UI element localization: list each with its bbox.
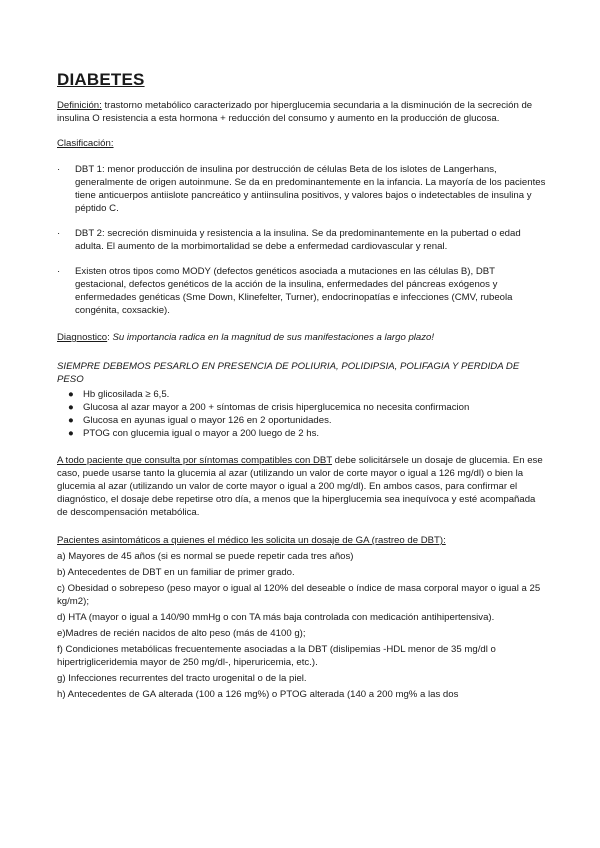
diagnostic-criteria-list <box>57 388 547 440</box>
symptomatic-paragraph: A todo paciente que consulta por síntomas compatibles con DBT debe solicitársele un dosaje de glucemia. En ese caso, puede usarse tanto la glucemia al azar (utilizando un valor de corte mayor o igual a 126 mg/dl) o bien la glucemia al azar (utilizando un valor de corte mayor o igual a 200 mg/dl). En ambos casos, para confirmar el diagnóstico, el dosaje debe repetirse otro día, a menos que la hiperglucemia sea inequívoca y esté acompañada de descompensación metabólica. <box>57 455 543 518</box>
list-item: b) Antecedentes de DBT en un familiar de primer grado. <box>57 567 295 578</box>
siempre-note: SIEMPRE DEBEMOS PESARLO EN PRESENCIA DE POLIURIA, POLIDIPSIA, POLIFAGIA Y PERDIDA DE PESO <box>57 361 520 385</box>
diagnosis-line: Diagnostico: Su importancia radica en la magnitud de sus manifestaciones a largo plazo! <box>57 332 435 343</box>
page-title: DIABETES <box>57 70 145 89</box>
bullet-dot: · <box>57 266 61 277</box>
definition-text: trastorno metabólico caracterizado por hiperglucemia secundaria a la disminución de la secreción de insulina O resistencia a esta hormona + reducción del consumo y aumento en la producción de glucosa. <box>57 100 533 124</box>
bullet-dot: · <box>57 164 61 175</box>
classification-label: Clasificación: <box>57 138 114 149</box>
list-item: g) Infecciones recurrentes del tracto urogenital o de la piel. <box>57 673 307 684</box>
diagnosis-text: Su importancia radica en la magnitud de sus manifestaciones a largo plazo! <box>112 332 435 343</box>
list-item: ● Glucosa en ayunas igual o mayor 126 en 2 oportunidades. <box>68 415 332 426</box>
asymptomatic-label: Pacientes asintomáticos a quienes el médico les solicita un dosaje de GA (rastreo de DBT): <box>57 535 446 546</box>
bullet-icon: ● <box>68 389 74 400</box>
symptomatic-underlined: A todo paciente que consulta por síntomas compatibles con DBT <box>57 455 333 466</box>
classification-item: · DBT 1: menor producción de insulina por destrucción de células Beta de los islotes de Langerhans, generalmente de origen autoinmune. Se da en predominantemente en la infancia. La mayoría de los pacientes tiene anticuerpos antiislote pancreático y antiinsulina positivos, y valores bajos o indetectables de insulina y péptido C. <box>57 164 546 214</box>
bullet-icon: ● <box>68 402 74 413</box>
list-item: e)Madres de recién nacidos de alto peso (más de 4100 g); <box>57 628 306 639</box>
definition-label: Definición: <box>57 100 102 111</box>
bullet-icon: ● <box>68 415 74 426</box>
bullet-icon: ● <box>68 428 74 439</box>
classification-item: · Existen otros tipos como MODY (defectos genéticos asociada a mutaciones en las células B), DBT gestacional, defectos genéticos de la acción de la insulina, enfermedades del páncreas exógenos y enfermedades genéticas (Sme Down, Klinefelter, Turner), endocrinopatías e infecciones (CMV, rubeola congénita, coxsackie). <box>57 266 513 316</box>
list-item: h) Antecedentes de GA alterada (100 a 126 mg%) o PTOG alterada (140 a 200 mg% a las dos <box>57 689 459 700</box>
list-item: a) Mayores de 45 años (si es normal se puede repetir cada tres años) <box>57 551 354 562</box>
list-item: ● PTOG con glucemia igual o mayor a 200 luego de 2 hs. <box>68 428 320 439</box>
diagnosis-label: Diagnostico <box>57 332 108 343</box>
document-page <box>57 70 547 704</box>
list-item: d) HTA (mayor o igual a 140/90 mmHg o con TA más baja controlada con medicación antihipertensiva). <box>57 612 495 623</box>
asymptomatic-list <box>57 550 547 701</box>
definition-paragraph <box>57 99 547 125</box>
list-item: f) Condiciones metabólicas frecuentemente asociadas a la DBT (dislipemias -HDL menor de 35 mg/dl o hipertrigliceridemia mayor de 250 mg/dl-, hiperuricemia, etc.). <box>57 644 496 668</box>
list-item: ● Hb glicosilada ≥ 6,5. <box>68 389 170 400</box>
list-item: c) Obesidad o sobrepeso (peso mayor o igual al 120% del deseable o índice de masa corporal mayor o igual a 25 kg/m2); <box>57 583 541 607</box>
list-item: ● Glucosa al azar mayor a 200 + síntomas de crisis hiperglucemica no necesita confirmacion <box>68 402 470 413</box>
bullet-dot: · <box>57 228 61 239</box>
classification-item: · DBT 2: secreción disminuida y resistencia a la insulina. Se da predominantemente en la pubertad o edad adulta. El aumento de la morbimortalidad se debe a enfermedad cardiovascular y renal. <box>57 228 521 252</box>
